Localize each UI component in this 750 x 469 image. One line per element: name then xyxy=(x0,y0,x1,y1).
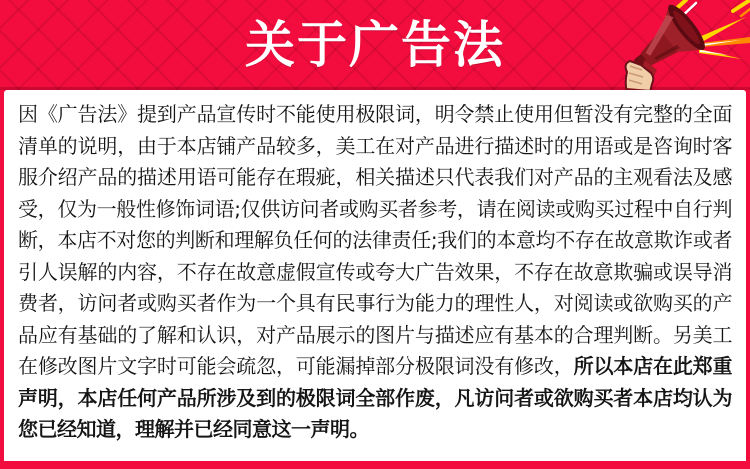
bottom-red-bar xyxy=(0,461,750,469)
disclaimer-paragraph xyxy=(18,99,732,446)
disclaimer-text-bold: 所以本店在此郑重声明，本店任何产品所涉及到的极限词全部作废，凡访问者或欲购买者本店均认为您已经知道，理解并已经同意这一声明。 xyxy=(18,354,733,441)
page-title: 关于广告法 xyxy=(245,16,505,74)
header-banner xyxy=(0,0,750,90)
disclaimer-body xyxy=(4,90,746,461)
disclaimer-text-regular: 因《广告法》提到产品宣传时不能使用极限词，明令禁止使用但暂没有完整的全面清单的说明，由于本店铺产品较多，美工在对产品进行描述时的用语或是咨询时客服介绍产品的描述用语可能存在瑕疵，相关描述只代表我们对产品的主观看法及感受，仅为一般性修饰词语;仅供访问者或购买者参考，请在阅读或购买过程中自行判断，本店不对您的判断和理解负任何的法律责任;我们的本意均不存在故意欺诈或者引人误解的内容，不存在故意虚假宣传或夸大广告效果，不存在故意欺骗或误导消费者，访问者或购买者作为一个具有民事行为能力的理性人，对阅读或欲购买的产品应有基础的了解和认识，对产品展示的图片与描述应有基本的合理判断。另美工在修改图片文字时可能会疏忽，可能漏掉部分极限词没有修改， xyxy=(18,102,732,378)
